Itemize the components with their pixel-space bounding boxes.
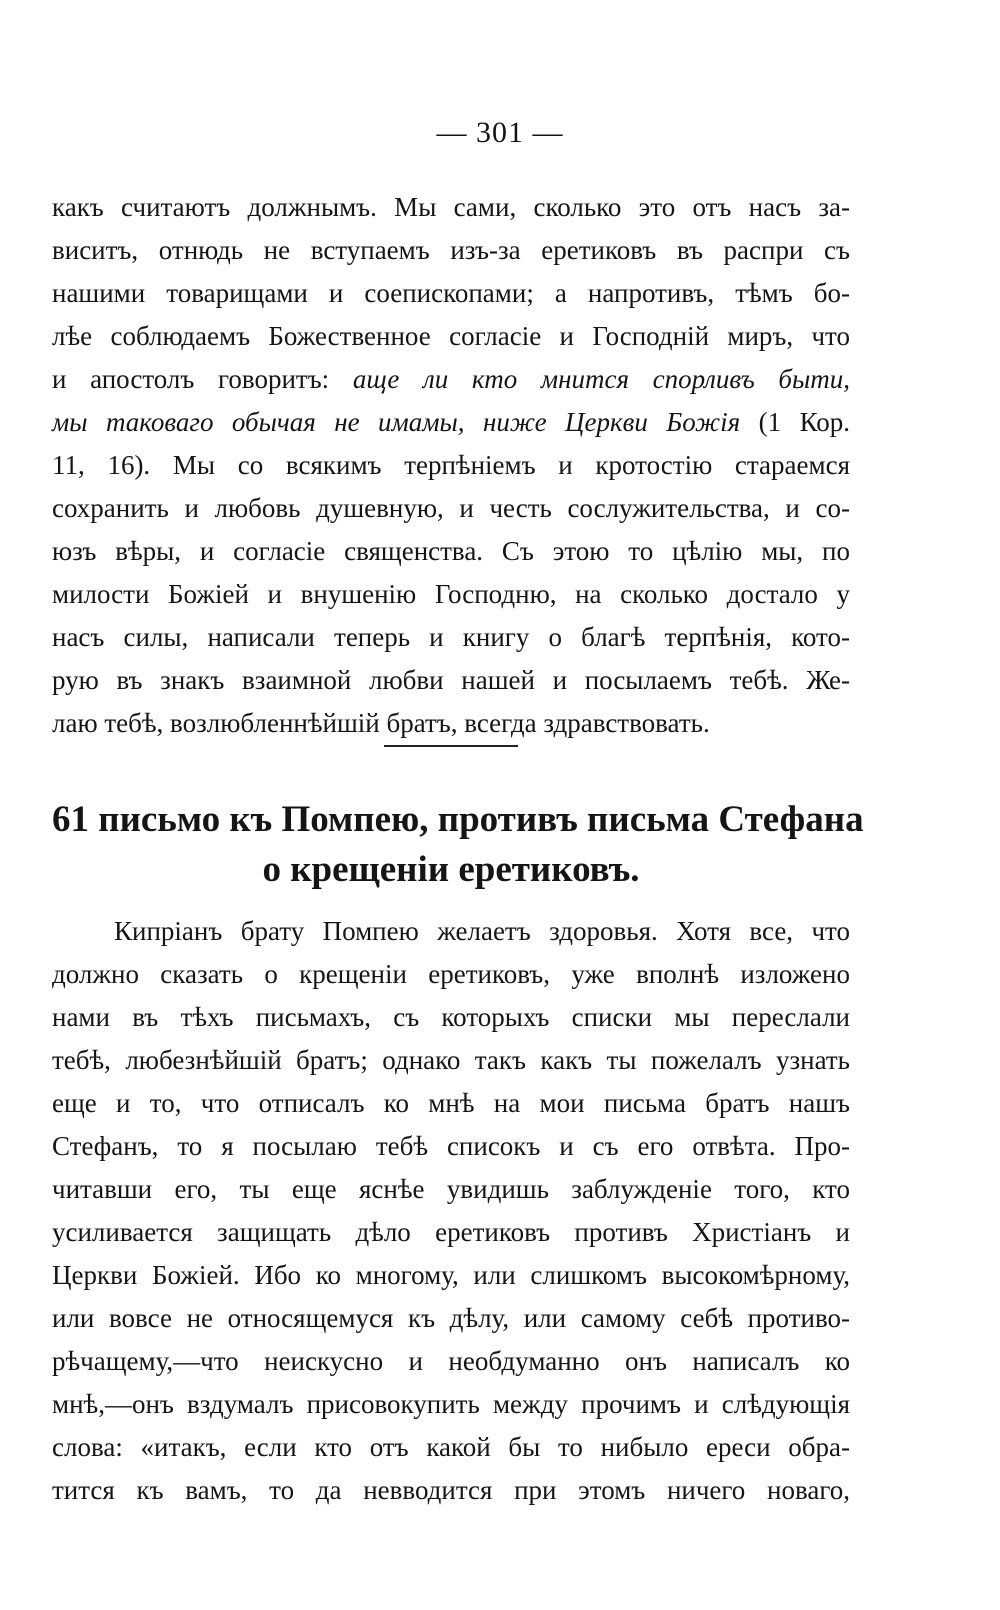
text-line: какъ считаютъ должнымъ. Мы сами, сколько это отъ насъ за-: [52, 192, 850, 222]
text-line: Церкви Божіей. Ибо ко многому, или слишкомъ высокомѣрному,: [52, 1260, 850, 1290]
text-line: рѣчащему,—что неискусно и необдуманно онъ написалъ ко: [52, 1346, 850, 1376]
text-line: еще и то, что отписалъ ко мнѣ на мои письма братъ нашъ: [52, 1088, 850, 1118]
text-line: юзъ вѣры, и согласіе священства. Съ этою то цѣлію мы, по: [52, 536, 850, 566]
text-line: читавши его, ты еще яснѣе увидишь заблужденіе того, кто: [52, 1174, 850, 1204]
scripture-quote-italic: аще ли кто мнится спорливъ быти,: [352, 364, 851, 394]
text-line: виситъ, отнюдь не вступаемъ изъ-за еретиковъ въ распри съ: [52, 235, 850, 265]
scripture-quote-italic: мы таковаго обычая не имамы, ниже Церкви Божія: [52, 407, 741, 437]
text-line: или вовсе не относящемуся къ дѣлу, или самому себѣ противо-: [52, 1303, 850, 1333]
text-line: лаю тебѣ, возлюбленнѣйшій братъ, всегда здравствовать.: [52, 708, 710, 738]
letter-heading-line2: о крещеніи еретиковъ.: [262, 849, 640, 890]
text-line-with-quote: [52, 401, 850, 444]
text-line: мнѣ,—онъ вздумалъ присовокупить между прочимъ и слѣдующія: [52, 1389, 850, 1419]
paragraph-letter-ending: [52, 186, 850, 745]
text-line: тится къ вамъ, то да невводится при этомъ ничего новаго,: [52, 1475, 850, 1505]
text-line: 11, 16). Мы со всякимъ терпѣніемъ и кротостію стараемся: [52, 450, 850, 480]
letter-heading-line1: 61 письмо къ Помпею, противъ письма Стефана: [52, 799, 864, 840]
text-line: насъ силы, написали теперь и книгу о благѣ терпѣнія, кото-: [52, 622, 850, 652]
page-number: — 301 —: [436, 116, 564, 149]
text-line: слова: «итакъ, если кто отъ какой бы то нибыло ереси обра-: [52, 1432, 850, 1462]
scripture-reference: (1 Кор.: [758, 407, 851, 437]
text-segment: и апостолъ говоритъ:: [52, 364, 330, 394]
text-line: сохранить и любовь душевную, и честь сослужительства, и со-: [52, 493, 850, 523]
text-line: должно сказать о крещеніи еретиковъ, уже вполнѣ изложено: [52, 959, 850, 989]
text-line: нами въ тѣхъ письмахъ, съ которыхъ списки мы переслали: [52, 1002, 850, 1032]
text-line: милости Божіей и внушенію Господню, на сколько достало у: [52, 579, 850, 609]
text-line: тебѣ, любезнѣйшій братъ; однако такъ какъ ты пожелалъ узнать: [52, 1045, 850, 1075]
paragraph-letter-body: [52, 910, 850, 1512]
text-line-with-quote: [52, 358, 850, 401]
text-line: Стефанъ, то я посылаю тебѣ списокъ и съ его отвѣта. Про-: [52, 1131, 850, 1161]
text-line: Кипріанъ брату Помпею желаетъ здоровья. Хотя все, что: [114, 916, 850, 946]
text-line: лѣе соблюдаемъ Божественное согласіе и Господній миръ, что: [52, 321, 850, 351]
text-line: усиливается защищать дѣло еретиковъ противъ Христіанъ и: [52, 1217, 850, 1247]
section-divider: [384, 745, 518, 747]
text-line: нашими товарищами и соепископами; а напротивъ, тѣмъ бо-: [52, 278, 850, 308]
text-line: рую въ знакъ взаимной любви нашей и посылаемъ тебѣ. Же-: [52, 665, 850, 695]
